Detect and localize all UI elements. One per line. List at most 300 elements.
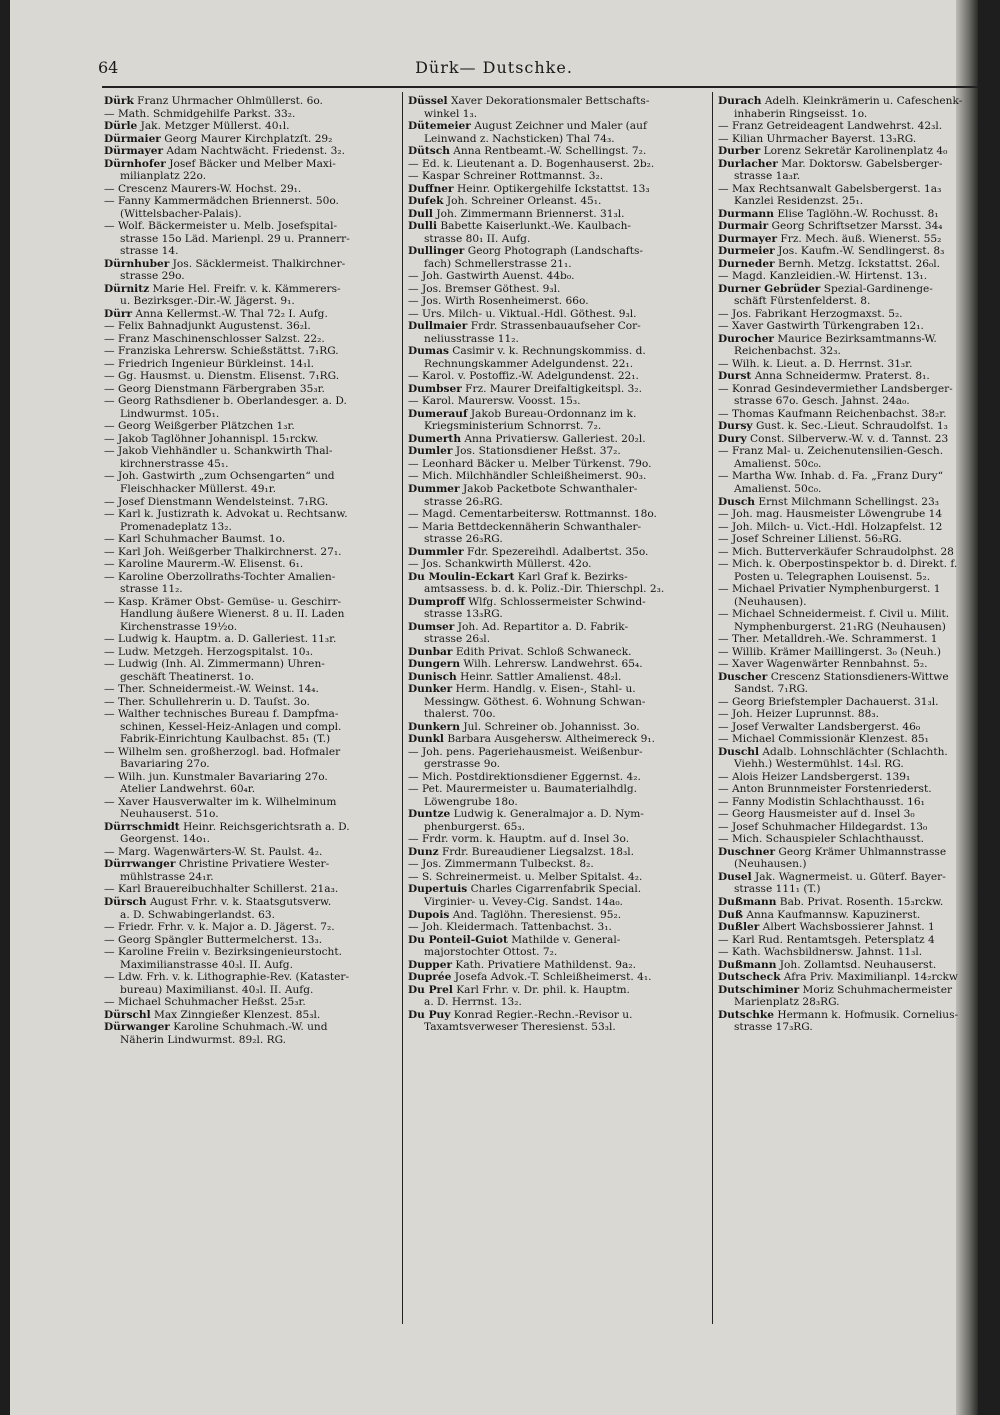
surname: Dursy	[718, 420, 753, 433]
directory-entry-line	[408, 245, 704, 258]
directory-entry-line	[408, 408, 704, 421]
directory-entry-line	[408, 621, 704, 634]
directory-entry-line	[104, 383, 396, 396]
entry-text: — Alois Heizer Landsbergerst. 139₁	[718, 770, 911, 783]
directory-entry-line	[408, 183, 704, 196]
entry-text: Marienplatz 28₃RG.	[734, 996, 840, 1009]
entry-text: — Wilh. jun. Kunstmaler Bavariaring 27o.	[104, 770, 328, 783]
directory-entry-line	[104, 959, 396, 972]
entry-text: — Joh. Kleidermach. Tattenbachst. 3₁.	[408, 921, 612, 934]
entry-text: — Jos. Bremser Göthest. 9₃l.	[408, 282, 561, 295]
entry-text: Bavariaring 27o.	[120, 758, 210, 771]
entry-text: — Magd. Kanzleidien.-W. Hirtenst. 13₁.	[718, 270, 928, 283]
entry-text: Kirchenstrasse 19½o.	[120, 620, 238, 633]
entry-text: Wlfg. Schlossermeister Schwind-	[464, 595, 646, 608]
page-header	[10, 58, 978, 82]
directory-entry-line	[718, 133, 976, 146]
entry-text: Const. Silberverw.-W. v. d. Tannst. 23	[746, 432, 949, 445]
directory-entry-line	[718, 470, 976, 483]
entry-text: Messingw. Göthest. 6. Wohnung Schwan-	[424, 695, 646, 708]
entry-text: Joh. Schreiner Orleanst. 45₁.	[443, 195, 602, 208]
entry-text: — Kilian Uhrmacher Bayerst. 13₃RG.	[718, 132, 917, 145]
entry-text: Anna Kaufmannsw. Kapuzinerst.	[742, 908, 921, 921]
directory-entry-line	[104, 758, 396, 771]
directory-entry-line	[408, 796, 704, 809]
directory-entry-line	[718, 308, 976, 321]
surname: Durner Gebrüder	[718, 282, 821, 295]
directory-entry-line	[718, 808, 976, 821]
surname: Düssel	[408, 95, 448, 107]
directory-entry-line	[718, 358, 976, 371]
surname: Du Moulin-Eckart	[408, 570, 515, 583]
entry-text: — Ther. Schneidermeist.-W. Weinst. 14₄.	[104, 683, 319, 696]
entry-text: — Karl Rud. Rentamtsgeh. Petersplatz 4	[718, 933, 935, 946]
surname: Dumerauf	[408, 407, 468, 420]
directory-entry-line	[408, 633, 704, 646]
surname: Durmeier	[718, 245, 775, 258]
entry-text: — Karoline Oberzollraths-Tochter Amalien-	[104, 570, 336, 583]
entry-text: — Franz Mal- u. Zeichenutensilien-Gesch.	[718, 445, 944, 458]
entry-text: Ludwig k. Generalmajor a. D. Nym-	[450, 808, 644, 821]
entry-text: Georgenst. 14o₁.	[120, 833, 210, 846]
directory-entry-line	[104, 420, 396, 433]
surname: Dunbar	[408, 645, 453, 658]
surname: Durocher	[718, 332, 775, 345]
directory-entry-line	[718, 433, 976, 446]
surname: Dutscheck	[718, 971, 781, 984]
entry-text: — Felix Bahnadjunkt Augustenst. 36₂l.	[104, 320, 311, 333]
entry-text: Maximilianstrasse 40₃l. II. Aufg.	[120, 958, 293, 971]
entry-text: Jak. Metzger Müllerst. 40₁l.	[137, 120, 290, 133]
entry-text: — Georg Dienstmann Färbergraben 35₃r.	[104, 382, 325, 395]
entry-text: Joh. Zimmermann Briennerst. 31₃l.	[432, 207, 625, 220]
directory-entry-line	[408, 258, 704, 271]
surname: Dumbser	[408, 382, 462, 395]
directory-entry-line	[104, 783, 396, 796]
surname: Dußler	[718, 921, 760, 934]
entry-text: — Konrad Gesindevermiether Landsberger-	[718, 382, 953, 395]
entry-text: Babette Kaiserlunkt.-We. Kaulbach-	[436, 220, 632, 233]
surname: Dürrwanger	[104, 858, 176, 871]
entry-text: Frdr. Bureaudiener Liegsalzst. 18₃l.	[438, 845, 634, 858]
directory-entry-line	[408, 671, 704, 684]
directory-entry-line	[104, 708, 396, 721]
directory-entry-line	[104, 233, 396, 246]
directory-entry-line	[718, 846, 976, 859]
entry-text: Georg Schriftsetzer Marsst. 34₄	[768, 220, 943, 233]
directory-entry-line	[104, 95, 396, 108]
directory-entry-line	[104, 1034, 396, 1047]
entry-text: Karl Graf k. Bezirks-	[514, 570, 628, 583]
directory-entry-line	[104, 946, 396, 959]
entry-text: Handlung äußere Wienerst. 8 u. II. Laden	[120, 608, 345, 621]
entry-text: — Gg. Hausmst. u. Dienstm. Elisenst. 7₁RG.	[104, 370, 340, 383]
entry-text: Leinwand z. Nachsticken) Thal 74₃.	[424, 132, 615, 145]
entry-text: Xaver Dekorationsmaler Bettschafts-	[447, 95, 650, 107]
directory-entry-line	[104, 921, 396, 934]
entry-text: Georg Maurer Kirchplatzſt. 29₂	[160, 132, 333, 145]
entry-text: Marie Hel. Freifr. v. k. Kämmerers-	[149, 282, 341, 295]
surname: Dunz	[408, 845, 439, 858]
entry-text: phenburgerst. 65₃.	[424, 820, 526, 833]
directory-entry-line	[408, 921, 704, 934]
directory-entry-line	[104, 133, 396, 146]
entry-text: — Fanny Kammermädchen Briennerst. 50o.	[104, 195, 339, 208]
surname: Dunker	[408, 683, 453, 696]
directory-entry-line	[408, 646, 704, 659]
entry-text: Spezial-Gardinenge-	[820, 282, 933, 295]
entry-text: Promenadeplatz 13₂.	[120, 520, 232, 533]
directory-entry-line	[408, 295, 704, 308]
entry-text: Posten u. Telegraphen Louisenst. 5₂.	[734, 570, 931, 583]
directory-entry-line	[718, 984, 976, 997]
directory-entry-line	[718, 496, 976, 509]
directory-entry-line	[104, 320, 396, 333]
entry-text: — Georg Hausmeister auf d. Insel 3₀	[718, 808, 915, 821]
surname: Dumerth	[408, 432, 462, 445]
entry-text: Bab. Privat. Rosenth. 15₃rckw.	[776, 896, 944, 908]
directory-entry-line	[718, 508, 976, 521]
directory-entry-line	[104, 796, 396, 809]
directory-entry-line	[104, 596, 396, 609]
directory-entry-line	[408, 683, 704, 696]
surname: Dürrschmidt	[104, 820, 180, 833]
entry-text: — Leonhard Bäcker u. Melber Türkenst. 79o.	[408, 457, 652, 470]
entry-text: a. D. Herrnst. 13₂.	[424, 996, 522, 1009]
directory-entry-line	[718, 771, 976, 784]
directory-entry-line	[718, 320, 976, 333]
surname: Dufek	[408, 195, 444, 208]
entry-text: Amalienst. 50c₀.	[734, 457, 822, 470]
surname: Dürnhofer	[104, 157, 166, 170]
surname: Dütemeier	[408, 120, 471, 133]
directory-entry-line	[718, 871, 976, 884]
directory-entry-line	[104, 120, 396, 133]
directory-entry-line	[408, 345, 704, 358]
entry-text: milianplatz 22o.	[120, 170, 207, 183]
directory-entry-line	[408, 521, 704, 534]
entry-text: Bernh. Metzg. Ickstattst. 26₀l.	[774, 257, 940, 270]
directory-entry-line	[104, 909, 396, 922]
directory-entry-line	[104, 733, 396, 746]
column-3	[718, 95, 976, 1034]
directory-entry-line	[408, 558, 704, 571]
surname: Duntze	[408, 808, 451, 821]
directory-entry-line	[718, 445, 976, 458]
entry-text: a. D. Schwabingerlandst. 63.	[120, 908, 275, 921]
directory-entry-line	[718, 621, 976, 634]
directory-entry-line	[408, 233, 704, 246]
directory-entry-line	[104, 971, 396, 984]
entry-text: — Josef Schuhmacher Hildegardst. 13₀	[718, 820, 928, 833]
directory-entry-line	[104, 220, 396, 233]
directory-entry-line	[718, 571, 976, 584]
surname: Dutschke	[718, 1008, 774, 1021]
directory-entry-line	[104, 558, 396, 571]
entry-text: — Jos. Schankwirth Müllerst. 42o.	[408, 558, 592, 571]
entry-text: schinen, Kessel-Heiz-Anlagen und compl.	[120, 720, 342, 733]
entry-text: Jos. Säcklermeist. Thalkirchner-	[169, 257, 346, 270]
surname: Dullinger	[408, 245, 465, 258]
directory-entry-line	[718, 383, 976, 396]
entry-text: Löwengrube 18o.	[424, 795, 518, 808]
directory-entry-line	[408, 458, 704, 471]
entry-text: — Wilh. k. Lieut. a. D. Herrnst. 31₃r.	[718, 357, 913, 370]
entry-text: Karoline Schuhmach.-W. und	[169, 1021, 328, 1034]
directory-entry-line	[718, 883, 976, 896]
directory-entry-line	[408, 546, 704, 559]
directory-entry-line	[408, 1009, 704, 1022]
directory-entry-line	[104, 483, 396, 496]
entry-text: Joh. Ad. Repartitor a. D. Fabrik-	[454, 620, 629, 633]
entry-text: — Crescenz Maurers-W. Hochst. 29₁.	[104, 182, 302, 195]
directory-entry-line	[104, 546, 396, 559]
directory-entry-line	[408, 571, 704, 584]
entry-text: Anna Privatiersw. Galleriest. 20₂l.	[461, 432, 646, 445]
surname: Dürnitz	[104, 282, 150, 295]
directory-entry-line	[718, 783, 976, 796]
entry-text: mühlstrasse 24₁r.	[120, 870, 214, 883]
entry-text: strasse 26₃RG.	[424, 495, 503, 508]
entry-text: — Georg Briefstempler Dachauerst. 31₃l.	[718, 695, 939, 708]
directory-entry-line	[104, 496, 396, 509]
entry-text: — Wilhelm sen. großherzogl. bad. Hofmaler	[104, 745, 341, 758]
entry-text: — Michael Commissionär Klenzest. 85₁	[718, 733, 929, 746]
directory-entry-line	[408, 996, 704, 1009]
entry-text: u. Bezirksger.-Dir.-W. Jägerst. 9₁.	[120, 295, 295, 308]
entry-text: Mar. Doktorsw. Gabelsberger-	[777, 157, 943, 170]
entry-text: geschäft Theatinerst. 1o.	[120, 670, 255, 683]
directory-entry-line	[718, 395, 976, 408]
directory-entry-line	[408, 420, 704, 433]
surname: Dulli	[408, 220, 437, 233]
entry-text: — Mich. Butterverkäufer Schraudolphst. 28	[718, 545, 954, 558]
directory-entry-line	[408, 145, 704, 158]
directory-entry-line	[104, 521, 396, 534]
directory-entry-line	[718, 746, 976, 759]
entry-text: — Maria Bettdeckennäherin Schwanthaler-	[408, 520, 642, 533]
directory-entry-line	[104, 583, 396, 596]
surname: Duprée	[408, 971, 452, 984]
entry-text: — Karl Joh. Weißgerber Thalkirchnerst. 27₁.	[104, 545, 342, 558]
entry-text: neliusstrasse 11₂.	[424, 332, 519, 345]
directory-entry-line	[104, 145, 396, 158]
directory-entry-line	[104, 170, 396, 183]
directory-entry-line	[408, 195, 704, 208]
directory-entry-line	[718, 996, 976, 1009]
directory-entry-line	[718, 220, 976, 233]
entry-text: majorstochter Ottost. 7₂.	[424, 946, 558, 959]
directory-entry-line	[408, 496, 704, 509]
entry-text: August Frhr. v. k. Staatsgutsverw.	[146, 896, 332, 908]
entry-text: — Georg Spängler Buttermelcherst. 13₃.	[104, 933, 323, 946]
directory-entry-line	[104, 308, 396, 321]
directory-entry-line	[408, 133, 704, 146]
directory-entry-line	[718, 733, 976, 746]
entry-text: — Kasp. Krämer Obst- Gemüse- u. Geschirr-	[104, 595, 342, 608]
surname: Dumas	[408, 345, 449, 358]
directory-entry-line	[718, 921, 976, 934]
directory-entry-line	[718, 646, 976, 659]
directory-entry-line	[408, 708, 704, 721]
entry-text: — Friedr. Frhr. v. k. Major a. D. Jägerst. 7₂.	[104, 921, 335, 934]
directory-entry-line	[104, 821, 396, 834]
directory-entry-line	[104, 621, 396, 634]
entry-text: — Franz Getreideagent Landwehrst. 42₃l.	[718, 120, 943, 133]
directory-entry-line	[104, 270, 396, 283]
entry-text: — Mich. k. Oberpostinspektor b. d. Direkt. f.	[718, 558, 958, 571]
entry-text: Fabrik-Einrichtung Kaulbachst. 85₁ (T.)	[120, 733, 331, 746]
directory-entry-line	[408, 959, 704, 972]
entry-text: Anna Rentbeamt.-W. Schellingst. 7₂.	[449, 145, 647, 158]
directory-entry-line	[104, 858, 396, 871]
entry-text: Heinr. Optikergehilfe Ickstattst. 13₃	[453, 182, 650, 195]
directory-entry-line	[718, 195, 976, 208]
directory-entry-line	[104, 258, 396, 271]
entry-text: Elise Taglöhn.-W. Rochusst. 8₁	[773, 207, 939, 220]
entry-text: — Mich. Postdirektionsdiener Eggernst. 4₂.	[408, 770, 641, 783]
surname: Dürsch	[104, 896, 147, 908]
surname: Du Ponteil-Guiot	[408, 933, 508, 946]
directory-entry-line	[718, 583, 976, 596]
directory-entry-line	[718, 158, 976, 171]
directory-entry-line	[718, 658, 976, 671]
directory-entry-line	[104, 295, 396, 308]
directory-entry-line	[104, 183, 396, 196]
surname: Dusel	[718, 870, 752, 883]
entry-text: Jakob Bureau-Ordonnanz im k.	[467, 407, 637, 420]
surname: Dummer	[408, 482, 460, 495]
entry-text: Reichenbachst. 32₃.	[734, 345, 841, 358]
directory-entry-line	[718, 696, 976, 709]
directory-entry-line	[408, 771, 704, 784]
entry-text: — Martha Ww. Inhab. d. Fa. „Franz Dury“	[718, 470, 944, 483]
directory-entry-line	[718, 608, 976, 621]
surname: Dutschiminer	[718, 983, 800, 996]
entry-text: gerstrasse 9o.	[424, 758, 500, 771]
entry-text: (Neuhausen.)	[734, 858, 807, 871]
surname: Dürwanger	[104, 1021, 170, 1034]
directory-entry-line	[408, 896, 704, 909]
entry-text: strasse 26₃l.	[424, 633, 491, 646]
directory-entry-line	[104, 333, 396, 346]
surname: Dupertuis	[408, 883, 468, 896]
entry-text: Josefa Advok.-T. Schleißheimerst. 4₁.	[451, 971, 652, 984]
directory-entry-line	[718, 345, 976, 358]
entry-text: fach) Schmellerstrasse 21₁.	[424, 257, 572, 270]
directory-entry-line	[104, 408, 396, 421]
directory-entry-line	[408, 846, 704, 859]
directory-entry-line	[104, 108, 396, 121]
entry-text: Heinr. Reichsgerichtsrath a. D.	[179, 820, 350, 833]
entry-text: strasse 1a₃r.	[734, 170, 801, 183]
entry-text: — Thomas Kaufmann Reichenbachst. 38₂r.	[718, 407, 947, 420]
directory-entry-line	[408, 395, 704, 408]
directory-entry-line	[718, 596, 976, 609]
directory-entry-line	[718, 909, 976, 922]
entry-text: — Ludwig k. Hauptm. a. D. Galleriest. 11₃r.	[104, 633, 337, 646]
surname: Dußmann	[718, 958, 777, 971]
column-1	[104, 95, 396, 1046]
directory-entry-line	[104, 696, 396, 709]
entry-text: Neuhauserst. 51o.	[120, 808, 219, 821]
entry-text: Hermann k. Hofmusik. Cornelius-	[773, 1008, 959, 1021]
directory-entry-line	[104, 934, 396, 947]
entry-text: — Anton Brunnmeister Forstenriederst.	[718, 783, 932, 796]
surname: Dumler	[408, 445, 453, 458]
entry-text: Fleischhacker Müllerst. 49₁r.	[120, 482, 276, 495]
directory-entry-line	[718, 758, 976, 771]
directory-entry-line	[104, 458, 396, 471]
entry-text: Jak. Wagnermeist. u. Güterf. Bayer-	[751, 870, 946, 883]
entry-text: — Friedrich Ingenieur Bürkleinst. 14₁l.	[104, 357, 315, 370]
surname: Dury	[718, 432, 747, 445]
surname: Duffner	[408, 182, 454, 195]
entry-text: — Michael Schneidermeist. f. Civil u. Milit.	[718, 608, 950, 621]
directory-entry-line	[104, 470, 396, 483]
directory-entry-line	[718, 270, 976, 283]
entry-text: strasse 11₂.	[120, 583, 183, 596]
directory-entry-line	[718, 896, 976, 909]
directory-entry-line	[718, 558, 976, 571]
entry-text: Crescenz Stationsdieners-Wittwe	[767, 670, 949, 683]
directory-entry-line	[408, 270, 704, 283]
directory-entry-line	[104, 608, 396, 621]
directory-entry-line	[718, 971, 976, 984]
column-divider-1	[402, 92, 403, 1324]
directory-entry-line	[718, 934, 976, 947]
entry-text: strasse 29o.	[120, 270, 185, 283]
entry-text: Frz. Maurer Dreifaltigkeitspl. 3₂.	[461, 382, 642, 395]
entry-text: strasse 17₃RG.	[734, 1021, 813, 1034]
directory-entry-line	[104, 370, 396, 383]
surname: Duscher	[718, 670, 768, 683]
entry-text: — Walther technisches Bureau f. Dampfma-	[104, 708, 339, 721]
entry-text: Barbara Ausgehersw. Altheimereck 9₁.	[443, 733, 655, 746]
surname: Durlacher	[718, 157, 778, 170]
entry-text: (Wittelsbacher-Palais).	[120, 207, 242, 220]
directory-entry-line	[408, 108, 704, 121]
directory-entry-line	[718, 145, 976, 158]
entry-text: Frz. Mech. äuß. Wienerst. 55₂	[777, 232, 942, 245]
entry-text: kirchnerstrasse 45₁.	[120, 457, 229, 470]
directory-entry-line	[718, 721, 976, 734]
directory-entry-line	[408, 470, 704, 483]
entry-text: thalerst. 70o.	[424, 708, 496, 721]
directory-entry-line	[104, 846, 396, 859]
entry-text: Sandst. 7₁RG.	[734, 683, 809, 696]
directory-entry-line	[104, 508, 396, 521]
directory-entry-line	[408, 170, 704, 183]
directory-entry-line	[718, 245, 976, 258]
directory-entry-line	[104, 984, 396, 997]
entry-text: Taxamtsverweser Theresienst. 53₃l.	[424, 1021, 616, 1034]
entry-text: — Ther. Schullehrerin u. D. Tauſst. 3o.	[104, 695, 310, 708]
entry-text: strasse 111₁ (T.)	[734, 883, 821, 896]
surname: Dütsch	[408, 145, 450, 158]
entry-text: strasse 67o. Gesch. Jahnst. 24a₀.	[734, 395, 910, 408]
directory-entry-line	[408, 370, 704, 383]
surname: Dürr	[104, 307, 133, 320]
directory-entry-line	[104, 871, 396, 884]
directory-entry-line	[104, 245, 396, 258]
entry-text: — Marg. Wagenwärters-W. St. Paulst. 4₂.	[104, 845, 323, 858]
entry-text: strasse 26₃RG.	[424, 533, 503, 546]
directory-entry-line	[104, 833, 396, 846]
entry-text: Jul. Schreiner ob. Johannisst. 3o.	[459, 720, 640, 733]
directory-entry-line	[408, 833, 704, 846]
surname: Duschner	[718, 845, 776, 858]
